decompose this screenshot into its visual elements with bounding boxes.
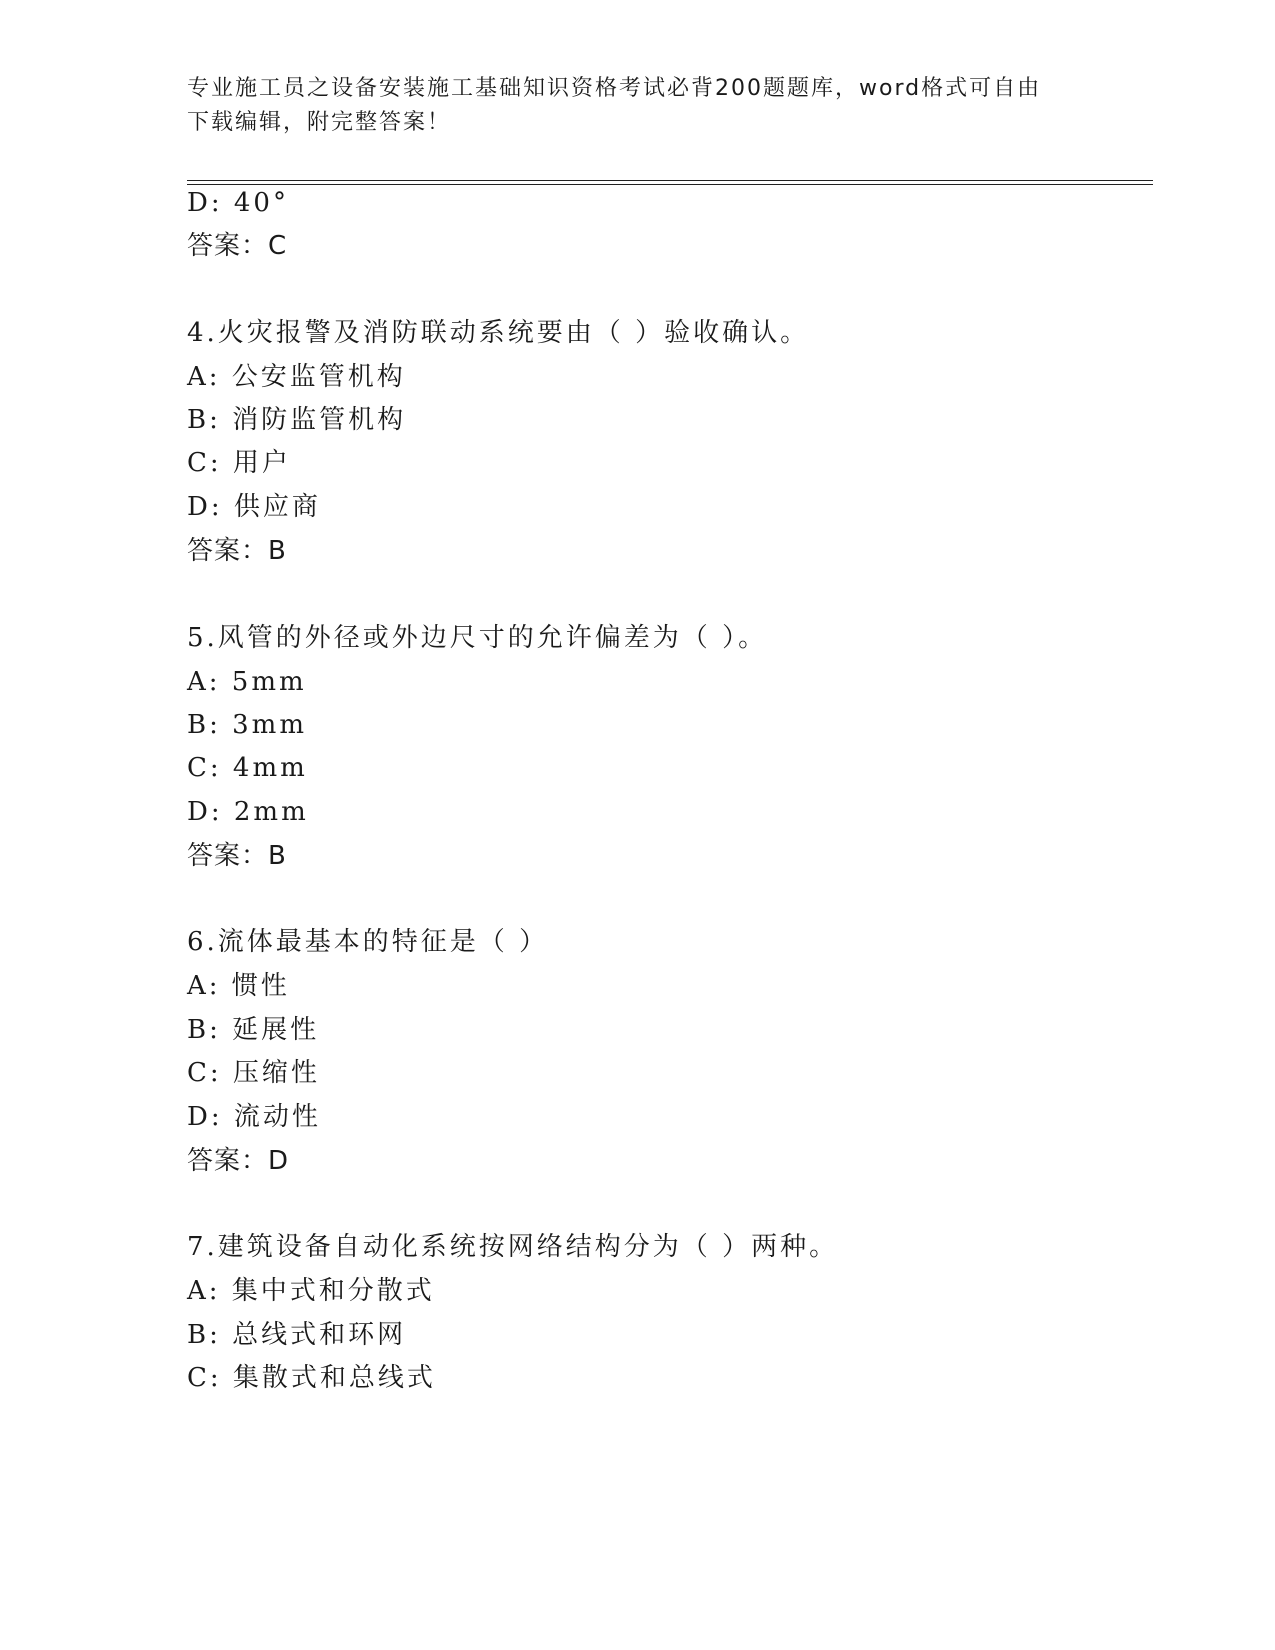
question-5-option-a: A: 5mm <box>187 667 307 697</box>
title-line-2: 下载编辑，附完整答案！ <box>187 110 452 135</box>
question-6-option-c: C: 压缩性 <box>187 1058 320 1088</box>
question-7-option-c: C: 集散式和总线式 <box>187 1363 436 1393</box>
question-6-option-b: B: 延展性 <box>187 1015 320 1045</box>
option-d-prev: D: 40° <box>187 188 289 218</box>
question-4-option-d: D: 供应商 <box>187 492 321 522</box>
question-6-answer: 答案：D <box>187 1146 290 1176</box>
header-divider-top <box>187 180 1153 181</box>
question-6-option-a: A: 惯性 <box>187 971 290 1001</box>
title-line-1: 专业施工员之设备安装施工基础知识资格考试必背200题题库，word格式可自由 <box>187 76 1042 101</box>
question-4: 4.火灾报警及消防联动系统要由（ ）验收确认。 <box>187 318 810 348</box>
question-7-option-a: A: 集中式和分散式 <box>187 1276 435 1306</box>
question-5: 5.风管的外径或外边尺寸的允许偏差为（ ）。 <box>187 623 768 653</box>
question-4-option-b: B: 消防监管机构 <box>187 405 407 435</box>
question-5-option-d: D: 2mm <box>187 797 309 827</box>
question-5-option-c: C: 4mm <box>187 753 308 783</box>
answer-prev: 答案：C <box>187 231 288 261</box>
question-4-option-c: C: 用户 <box>187 448 291 478</box>
question-5-answer: 答案：B <box>187 841 287 871</box>
question-4-answer: 答案：B <box>187 536 287 566</box>
question-7-option-b: B: 总线式和环网 <box>187 1320 407 1350</box>
question-4-option-a: A: 公安监管机构 <box>187 362 406 392</box>
question-6-option-d: D: 流动性 <box>187 1102 321 1132</box>
question-5-option-b: B: 3mm <box>187 710 307 740</box>
question-6: 6.流体最基本的特征是（ ） <box>187 927 549 957</box>
question-7: 7.建筑设备自动化系统按网络结构分为（ ）两种。 <box>187 1232 839 1262</box>
header-divider-bottom <box>187 184 1153 185</box>
document-title <box>187 72 1067 140</box>
